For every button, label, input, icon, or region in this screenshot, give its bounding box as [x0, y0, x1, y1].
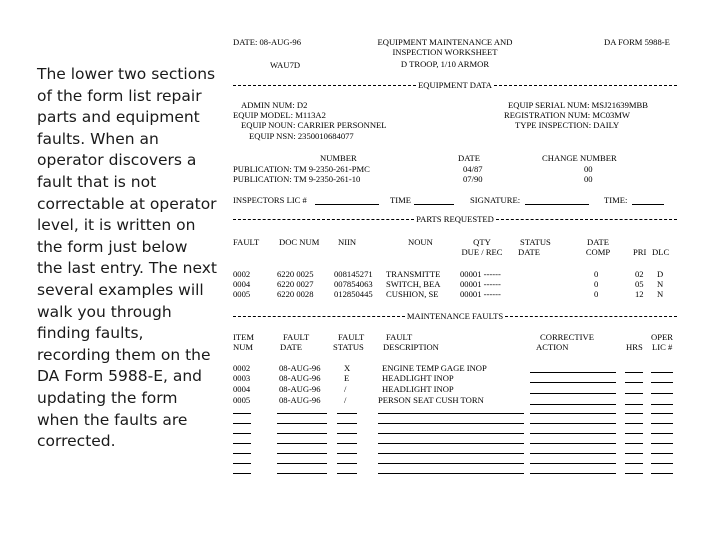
blank-entry-field[interactable] — [651, 473, 673, 474]
publication-2-date: 07/90 — [463, 174, 483, 184]
faults-header-fault: FAULT — [283, 332, 310, 342]
corrective-action-field[interactable] — [530, 382, 616, 383]
admin-num: ADMIN NUM: D2 — [241, 100, 308, 110]
col-date-header: DATE — [458, 153, 480, 163]
parts-header-noun: NOUN — [408, 237, 433, 247]
publication-1-date: 04/87 — [463, 164, 483, 174]
oper-lic-field[interactable] — [651, 382, 673, 383]
oper-lic-field[interactable] — [651, 404, 673, 405]
parts-comp: 0 — [594, 289, 599, 299]
parts-noun: TRANSMITTE — [386, 269, 441, 279]
blank-entry-field[interactable] — [378, 473, 524, 474]
blank-entry-field[interactable] — [625, 463, 643, 464]
publication-2: PUBLICATION: TM 9-2350-261-10 — [233, 174, 361, 184]
time-field[interactable] — [414, 204, 454, 205]
parts-requested-label: PARTS REQUESTED — [416, 213, 494, 224]
parts-requested-separator — [233, 214, 677, 224]
faults-header-fault2: FAULT — [338, 332, 365, 342]
col-change-header: CHANGE NUMBER — [542, 153, 617, 163]
publication-2-change: 00 — [584, 174, 593, 184]
unit-code: WAU7D — [270, 60, 301, 70]
hrs-field[interactable] — [625, 372, 643, 373]
blank-entry-field[interactable] — [530, 433, 616, 434]
maintenance-faults-label: MAINTENANCE FAULTS — [406, 310, 504, 321]
oper-lic-field[interactable] — [651, 393, 673, 394]
parts-pri: 02 — [635, 269, 644, 279]
parts-header-comp: COMP — [585, 247, 611, 257]
blank-entry-field[interactable] — [378, 423, 524, 424]
faults-header-corrective: CORRECTIVE — [540, 332, 594, 342]
explanation-text: The lower two sections of the form list repair parts and equipment faults. When an operator discovers a fault that is not correctable at operator level, it is written on the form just below the last entry. The next several examples will walk you through finding faults, recording them on the DA Form 5988-E, and updating the form when the faults are corrected. — [37, 65, 217, 451]
blank-entry-field[interactable] — [651, 423, 673, 424]
blank-entry-field[interactable] — [337, 433, 357, 434]
blank-entry-field[interactable] — [625, 413, 643, 414]
blank-entry-field[interactable] — [277, 463, 327, 464]
parts-header-niin: NIIN — [338, 237, 357, 247]
fault-item-num: 0005 — [233, 395, 251, 405]
blank-entry-field[interactable] — [337, 463, 357, 464]
blank-entry-field[interactable] — [233, 433, 251, 434]
parts-header-pri: PRI — [633, 247, 647, 257]
corrective-action-field[interactable] — [530, 372, 616, 373]
blank-entry-field[interactable] — [625, 473, 643, 474]
fault-status: / — [344, 384, 347, 394]
parts-niin: 008145271 — [334, 269, 373, 279]
registration-num: REGISTRATION NUM: MC03MW — [504, 110, 631, 120]
parts-dlc: N — [657, 279, 664, 289]
faults-header-lic: LIC # — [652, 342, 673, 352]
blank-entry-field[interactable] — [378, 463, 524, 464]
blank-entry-field[interactable] — [530, 423, 616, 424]
blank-entry-field[interactable] — [625, 423, 643, 424]
parts-doc-num: 6220 0027 — [277, 279, 314, 289]
blank-entry-field[interactable] — [277, 433, 327, 434]
parts-fault: 0005 — [233, 289, 251, 299]
parts-header-dlc: DLC — [652, 247, 670, 257]
blank-entry-field[interactable] — [378, 453, 524, 454]
fault-description: HEADLIGHT INOP — [382, 384, 454, 394]
parts-dlc: N — [657, 289, 664, 299]
inspectors-lic-field[interactable] — [315, 204, 379, 205]
faults-header-item: ITEM — [233, 332, 255, 342]
faults-header-status: STATUS — [333, 342, 364, 352]
corrective-action-field[interactable] — [530, 393, 616, 394]
publication-1-change: 00 — [584, 164, 593, 174]
equip-model: EQUIP MODEL: M113A2 — [233, 110, 326, 120]
type-inspection: TYPE INSPECTION: DAILY — [515, 120, 620, 130]
inspectors-lic-label: INSPECTORS LIC # — [233, 195, 307, 205]
blank-entry-field[interactable] — [233, 443, 251, 444]
signature-label: SIGNATURE: — [470, 195, 521, 205]
signature-field[interactable] — [525, 204, 589, 205]
faults-header-hrs: HRS — [626, 342, 643, 352]
equip-noun: EQUIP NOUN: CARRIER PERSONNEL — [241, 120, 387, 130]
blank-entry-field[interactable] — [337, 413, 357, 414]
equip-serial-num: EQUIP SERIAL NUM: MSJ21639MBB — [508, 100, 648, 110]
blank-entry-field[interactable] — [378, 433, 524, 434]
faults-header-oper: OPER — [651, 332, 673, 342]
blank-entry-field[interactable] — [277, 473, 327, 474]
parts-noun: CUSHION, SE — [386, 289, 439, 299]
blank-entry-field[interactable] — [530, 413, 616, 414]
fault-item-num: 0004 — [233, 384, 251, 394]
parts-header-doc-num: DOC NUM — [279, 237, 320, 247]
blank-entry-field[interactable] — [530, 453, 616, 454]
blank-entry-field[interactable] — [530, 463, 616, 464]
blank-entry-field[interactable] — [651, 453, 673, 454]
parts-noun: SWITCH, BEA — [386, 279, 441, 289]
parts-pri: 12 — [635, 289, 644, 299]
form-date: DATE: 08-AUG-96 — [233, 37, 302, 47]
parts-niin: 007854063 — [334, 279, 373, 289]
blank-entry-field[interactable] — [378, 413, 524, 414]
fault-status: E — [344, 373, 350, 383]
blank-entry-field[interactable] — [233, 423, 251, 424]
faults-header-fault3: FAULT — [386, 332, 413, 342]
form-title-line3: D TROOP, 1/10 ARMOR — [400, 59, 490, 69]
parts-doc-num: 6220 0028 — [277, 289, 314, 299]
form-number: DA FORM 5988-E — [604, 37, 670, 47]
equip-nsn: EQUIP NSN: 2350010684077 — [249, 131, 354, 141]
parts-comp: 0 — [594, 269, 599, 279]
blank-entry-field[interactable] — [337, 473, 357, 474]
corrective-action-field[interactable] — [530, 404, 616, 405]
parts-qty: 00001 ------ — [460, 269, 501, 279]
maintenance-faults-separator — [233, 311, 677, 321]
fault-item-num: 0002 — [233, 363, 251, 373]
blank-entry-field[interactable] — [233, 453, 251, 454]
blank-entry-field[interactable] — [277, 443, 327, 444]
blank-entry-field[interactable] — [378, 443, 524, 444]
publication-1: PUBLICATION: TM 9-2350-261-PMC — [233, 164, 370, 174]
parts-header-status-date: DATE — [518, 247, 540, 257]
parts-fault: 0004 — [233, 279, 251, 289]
blank-entry-field[interactable] — [651, 443, 673, 444]
blank-entry-field[interactable] — [337, 443, 357, 444]
faults-header-num: NUM — [233, 342, 254, 352]
blank-entry-field[interactable] — [233, 463, 251, 464]
parts-qty: 00001 ------ — [460, 289, 501, 299]
oper-lic-field[interactable] — [651, 372, 673, 373]
hrs-field[interactable] — [625, 404, 643, 405]
blank-entry-field[interactable] — [233, 473, 251, 474]
parts-qty: 00001 ------ — [460, 279, 501, 289]
fault-status: / — [344, 395, 347, 405]
fault-date: 08-AUG-96 — [279, 395, 321, 405]
parts-pri: 05 — [635, 279, 644, 289]
equipment-data-label: EQUIPMENT DATA — [418, 79, 492, 90]
fault-description: HEADLIGHT INOP — [382, 373, 454, 383]
blank-entry-field[interactable] — [233, 413, 251, 414]
form-title-line2: INSPECTION WORKSHEET — [392, 47, 498, 57]
blank-entry-field[interactable] — [651, 413, 673, 414]
equipment-data-separator — [233, 80, 677, 90]
parts-header-fault: FAULT — [233, 237, 260, 247]
parts-header-due-rec: DUE / REC — [461, 247, 503, 257]
blank-entry-field[interactable] — [530, 473, 616, 474]
hrs-field[interactable] — [625, 382, 643, 383]
faults-header-date: DATE — [280, 342, 302, 352]
fault-date: 08-AUG-96 — [279, 384, 321, 394]
fault-status: X — [344, 363, 351, 373]
blank-entry-field[interactable] — [277, 413, 327, 414]
fault-item-num: 0003 — [233, 373, 251, 383]
blank-entry-field[interactable] — [625, 453, 643, 454]
fault-date: 08-AUG-96 — [279, 373, 321, 383]
blank-entry-field[interactable] — [277, 453, 327, 454]
form-title-line1: EQUIPMENT MAINTENANCE AND — [377, 37, 513, 47]
blank-entry-field[interactable] — [337, 423, 357, 424]
blank-entry-field[interactable] — [625, 443, 643, 444]
parts-header-qty: QTY — [473, 237, 491, 247]
blank-entry-field[interactable] — [651, 433, 673, 434]
fault-date: 08-AUG-96 — [279, 363, 321, 373]
blank-entry-field[interactable] — [337, 453, 357, 454]
parts-niin: 012850445 — [334, 289, 373, 299]
fault-description: ENGINE TEMP GAGE INOP — [382, 363, 487, 373]
faults-header-action: ACTION — [536, 342, 569, 352]
time2-field[interactable] — [632, 204, 664, 205]
parts-header-date: DATE — [587, 237, 609, 247]
parts-doc-num: 6220 0025 — [277, 269, 314, 279]
hrs-field[interactable] — [625, 393, 643, 394]
parts-fault: 0002 — [233, 269, 251, 279]
time2-label: TIME: — [604, 195, 628, 205]
parts-dlc: D — [657, 269, 664, 279]
blank-entry-field[interactable] — [651, 463, 673, 464]
blank-entry-field[interactable] — [625, 433, 643, 434]
blank-entry-field[interactable] — [277, 423, 327, 424]
parts-comp: 0 — [594, 279, 599, 289]
fault-description: PERSON SEAT CUSH TORN — [378, 395, 484, 405]
faults-header-description: DESCRIPTION — [383, 342, 439, 352]
parts-header-status: STATUS — [520, 237, 551, 247]
col-number-header: NUMBER — [320, 153, 357, 163]
blank-entry-field[interactable] — [530, 443, 616, 444]
time-label: TIME — [390, 195, 412, 205]
